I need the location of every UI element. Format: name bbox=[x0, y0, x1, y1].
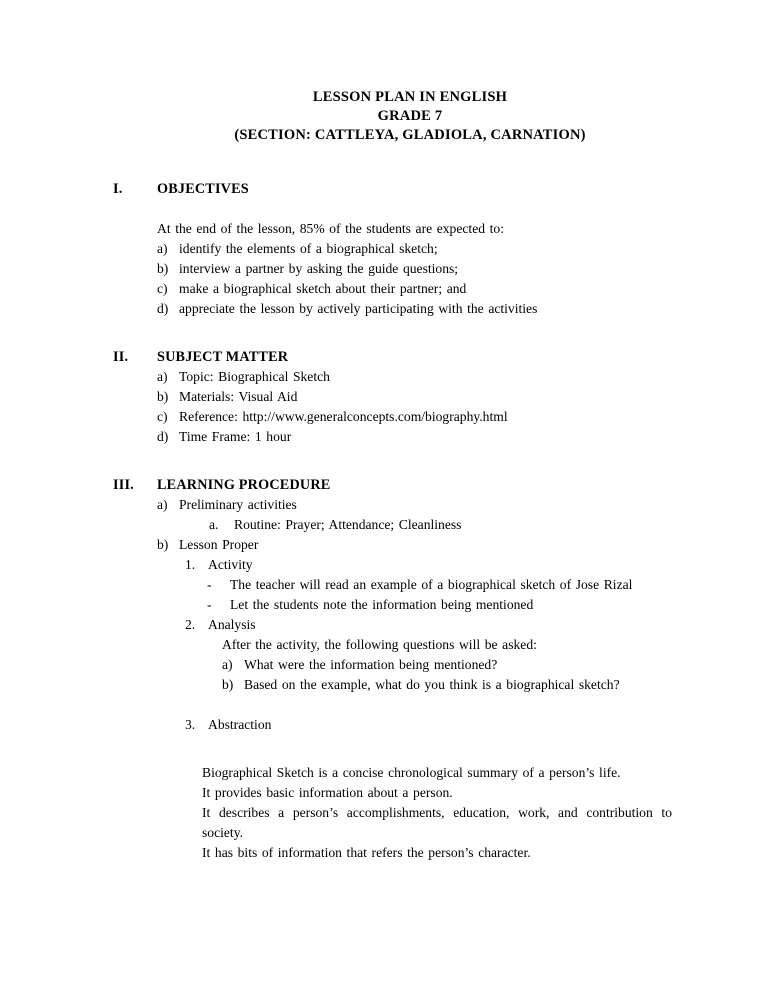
reference-url-text: Reference: http://www.generalconcepts.com/biography.html bbox=[179, 409, 508, 424]
title-line-3: (SECTION: CATTLEYA, GLADIOLA, CARNATION) bbox=[234, 127, 586, 143]
list-item-question bbox=[222, 655, 675, 675]
spacer bbox=[113, 447, 675, 467]
list-item-reference bbox=[157, 407, 675, 427]
section-learning-procedure bbox=[113, 475, 675, 863]
list-item-bullet bbox=[207, 595, 675, 615]
question-text: What were the information being mentioned? bbox=[244, 657, 498, 672]
document-body bbox=[113, 88, 675, 863]
spacer bbox=[113, 165, 675, 179]
section-title: OBJECTIVES bbox=[157, 181, 249, 197]
list-item-text: Let the students note the information being mentioned bbox=[230, 597, 534, 612]
list-item-abstraction bbox=[185, 715, 675, 735]
title-line-2: GRADE 7 bbox=[377, 108, 443, 124]
list-item bbox=[157, 279, 675, 299]
section-title: LEARNING PROCEDURE bbox=[157, 477, 331, 493]
list-item-text: Materials: Visual Aid bbox=[179, 389, 298, 404]
bullet-dash-marker: - bbox=[207, 577, 212, 592]
list-item bbox=[157, 367, 675, 387]
list-item-bullet bbox=[207, 575, 675, 595]
list-item-text: Analysis bbox=[208, 617, 256, 632]
list-marker: d) bbox=[157, 301, 169, 316]
section-heading-objectives bbox=[113, 179, 675, 199]
list-marker: b) bbox=[157, 537, 169, 552]
list-marker: a. bbox=[209, 517, 219, 532]
list-marker: c) bbox=[157, 409, 168, 424]
list-item-lesson-proper bbox=[157, 535, 675, 555]
list-item-text: Topic: Biographical Sketch bbox=[179, 369, 330, 384]
list-marker: a) bbox=[157, 497, 168, 512]
list-item-text: Lesson Proper bbox=[179, 537, 259, 552]
list-item-text: interview a partner by asking the guide questions; bbox=[179, 261, 459, 276]
list-marker: b) bbox=[157, 389, 169, 404]
section-heading-subject-matter bbox=[113, 347, 675, 367]
list-item-text: Time Frame: 1 hour bbox=[179, 429, 292, 444]
list-item-analysis bbox=[185, 615, 675, 635]
list-item-text: identify the elements of a biographical sketch; bbox=[179, 241, 438, 256]
list-marker: a) bbox=[222, 657, 233, 672]
list-item-text: Routine: Prayer; Attendance; Cleanliness bbox=[234, 517, 462, 532]
list-item bbox=[157, 427, 675, 447]
section-numeral: III. bbox=[113, 477, 134, 493]
list-item-preliminary bbox=[157, 495, 675, 515]
objectives-intro: At the end of the lesson, 85% of the students are expected to: bbox=[157, 221, 504, 236]
spacer bbox=[113, 319, 675, 339]
abstraction-line-2: It provides basic information about a person. bbox=[202, 785, 453, 800]
list-marker: 1. bbox=[185, 557, 196, 572]
spacer bbox=[113, 755, 675, 763]
list-item-activity bbox=[185, 555, 675, 575]
list-item-text: Abstraction bbox=[208, 717, 272, 732]
list-item-text: make a biographical sketch about their partner; and bbox=[179, 281, 467, 296]
document-title-block bbox=[145, 88, 675, 145]
list-item-text: The teacher will read an example of a biographical sketch of Jose Rizal bbox=[230, 577, 633, 592]
list-marker: a) bbox=[157, 241, 168, 256]
spacer bbox=[113, 695, 675, 715]
spacer bbox=[113, 467, 675, 475]
list-marker: 3. bbox=[185, 717, 196, 732]
list-marker: 2. bbox=[185, 617, 196, 632]
section-objectives bbox=[113, 179, 675, 319]
section-title: SUBJECT MATTER bbox=[157, 349, 289, 365]
list-marker: a) bbox=[157, 369, 168, 384]
spacer bbox=[113, 735, 675, 755]
section-numeral: I. bbox=[113, 181, 123, 197]
list-item bbox=[157, 239, 675, 259]
list-item-routine bbox=[209, 515, 675, 535]
list-marker: b) bbox=[222, 677, 234, 692]
bullet-dash-marker: - bbox=[207, 597, 212, 612]
list-item bbox=[157, 259, 675, 279]
section-subject-matter bbox=[113, 347, 675, 447]
list-item bbox=[157, 299, 675, 319]
list-item-text: Preliminary activities bbox=[179, 497, 297, 512]
list-marker: c) bbox=[157, 281, 168, 296]
abstraction-line-3: It describes a person’s accomplishments, education, work, and contribution to society. bbox=[202, 805, 672, 840]
analysis-intro: After the activity, the following questions will be asked: bbox=[222, 637, 537, 652]
list-item-text: Activity bbox=[208, 557, 253, 572]
list-marker: d) bbox=[157, 429, 169, 444]
section-heading-learning-procedure bbox=[113, 475, 675, 495]
list-item bbox=[157, 387, 675, 407]
list-item-question bbox=[222, 675, 675, 695]
list-item-text: appreciate the lesson by actively participating with the activities bbox=[179, 301, 538, 316]
abstraction-line-1: Biographical Sketch is a concise chronological summary of a person’s life. bbox=[202, 765, 621, 780]
abstraction-paragraph bbox=[202, 763, 672, 863]
spacer bbox=[113, 145, 675, 165]
spacer bbox=[113, 339, 675, 347]
title-line-1: LESSON PLAN IN ENGLISH bbox=[312, 89, 508, 105]
abstraction-line-4: It has bits of information that refers the person’s character. bbox=[202, 845, 531, 860]
list-marker: b) bbox=[157, 261, 169, 276]
section-numeral: II. bbox=[113, 349, 129, 365]
spacer bbox=[113, 199, 675, 219]
question-text: Based on the example, what do you think is a biographical sketch? bbox=[244, 677, 620, 692]
